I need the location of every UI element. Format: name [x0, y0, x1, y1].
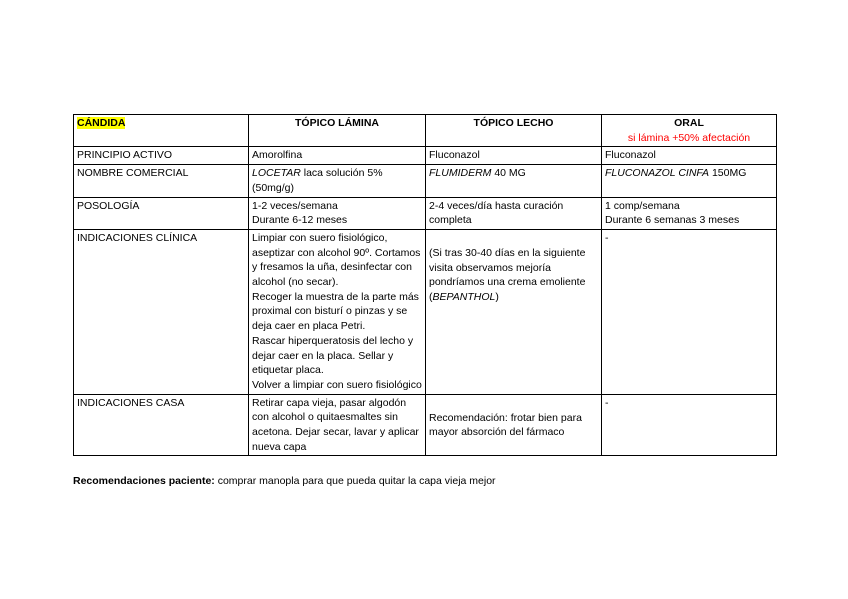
- cell-topico-lecho: (Si tras 30-40 días en la siguiente visita observamos mejoría pondríamos una crema emoliente (BEPANTHOL): [426, 229, 602, 394]
- row-principio-activo: [74, 147, 777, 165]
- cell-topico-lecho: Recomendación: frotar bien para mayor absorción del fármaco: [426, 394, 602, 456]
- patient-recommendations: [73, 474, 496, 488]
- cell-topico-lamina: Retirar capa vieja, pasar algodón con alcohol o quitaesmaltes sin acetona. Dejar secar, lavar y aplicar nueva capa: [249, 394, 426, 456]
- cell-topico-lamina: Amorolfina: [249, 147, 426, 165]
- row-posologia: [74, 197, 777, 229]
- header-topico-lamina: TÓPICO LÁMINA: [249, 115, 426, 147]
- cell-oral: Fluconazol: [602, 147, 777, 165]
- row-label: POSOLOGÍA: [74, 197, 249, 229]
- cell-topico-lecho: Fluconazol: [426, 147, 602, 165]
- brand-fluconazol-cinfa: FLUCONAZOL CINFA: [605, 167, 710, 180]
- treatment-table: [73, 114, 777, 456]
- cell-topico-lamina: LOCETAR laca solución 5% (50mg/g): [249, 165, 426, 197]
- brand-flumiderm: FLUMIDERM: [429, 167, 492, 180]
- row-indicaciones-clinica: [74, 229, 777, 394]
- brand-bepanthol: BEPANTHOL: [432, 291, 496, 304]
- header-oral: [602, 115, 777, 147]
- header-oral-label: ORAL: [674, 117, 704, 129]
- cell-topico-lecho: 2-4 veces/día hasta curación completa: [426, 197, 602, 229]
- cell-oral: FLUCONAZOL CINFA 150MG: [602, 165, 777, 197]
- recommendations-text: comprar manopla para que pueda quitar la capa vieja mejor: [214, 475, 496, 487]
- cell-oral: 1 comp/semana Durante 6 semanas 3 meses: [602, 197, 777, 229]
- cell-topico-lamina: Limpiar con suero fisiológico, aseptizar con alcohol 90º. Cortamos y fresamos la uña, desinfectar con alcohol (no secar). Recoger la muestra de la parte más proximal con bisturí o pinzas y se deja caer en placa Petri. Rascar hiperqueratosis del lecho y dejar caer en la placa. Sellar y etiquetar placa. Volver a limpiar con suero fisiológico: [249, 229, 426, 394]
- header-row: [74, 115, 777, 147]
- cell-topico-lecho: FLUMIDERM 40 MG: [426, 165, 602, 197]
- cell-oral: -: [602, 229, 777, 394]
- header-topico-lecho: TÓPICO LECHO: [426, 115, 602, 147]
- cell-oral: -: [602, 394, 777, 456]
- row-label: PRINCIPIO ACTIVO: [74, 147, 249, 165]
- row-nombre-comercial: [74, 165, 777, 197]
- header-oral-note: si lámina +50% afectación: [627, 131, 751, 144]
- row-label: NOMBRE COMERCIAL: [74, 165, 249, 197]
- header-candida: CÁNDIDA: [74, 115, 249, 147]
- row-indicaciones-casa: [74, 394, 777, 456]
- recommendations-label: Recomendaciones paciente:: [73, 475, 215, 487]
- brand-locetar: LOCETAR: [252, 167, 301, 180]
- cell-topico-lamina: 1-2 veces/semana Durante 6-12 meses: [249, 197, 426, 229]
- row-label: INDICACIONES CASA: [74, 394, 249, 456]
- row-label: INDICACIONES CLÍNICA: [74, 229, 249, 394]
